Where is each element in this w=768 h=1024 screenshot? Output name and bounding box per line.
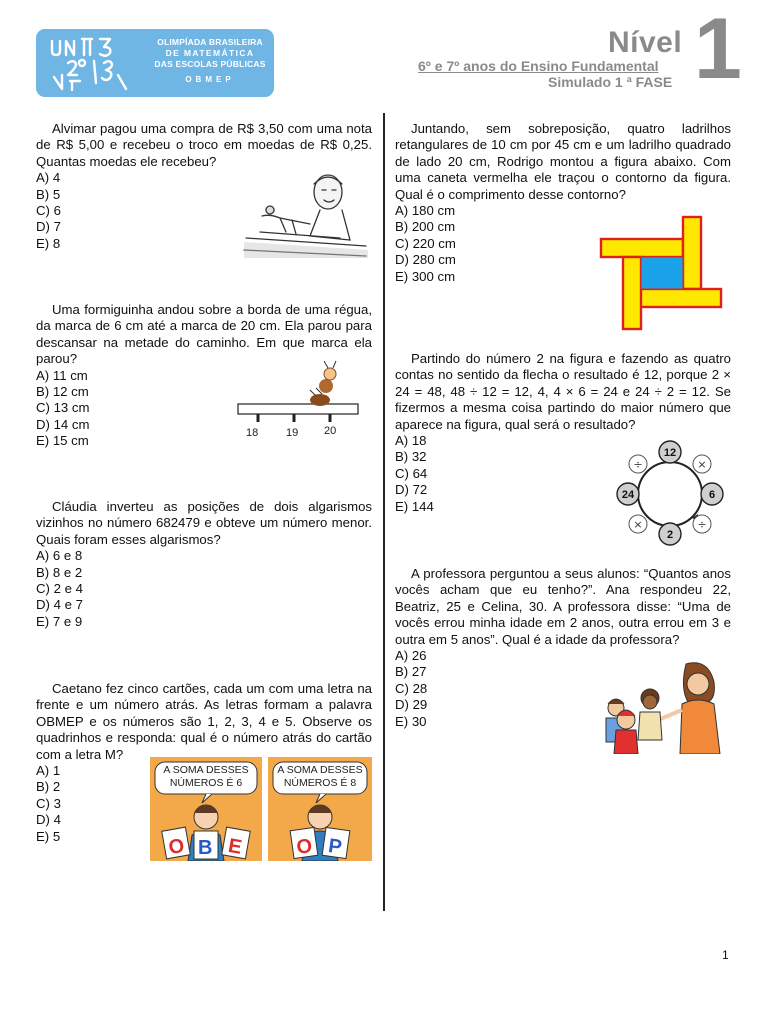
operations-cycle-diagram: [612, 440, 728, 548]
option-b[interactable]: B) 27: [395, 664, 427, 680]
tile-left: [623, 257, 641, 329]
ant-on-ruler-illustration: [236, 360, 362, 454]
logo-line-4: OBMEP: [185, 75, 235, 84]
center-square: [641, 257, 683, 289]
operator-divide-icon: ÷: [697, 518, 707, 531]
obmep-logo-mark-icon: [46, 33, 146, 93]
cashier-illustration: [240, 166, 372, 258]
option-d[interactable]: D) 4 e 7: [36, 597, 83, 613]
svg-text:E: E: [226, 834, 244, 859]
comic-speech-2: A SOMA DESSES NÚMEROS É 8: [277, 764, 363, 789]
option-d[interactable]: D) 4: [36, 812, 61, 828]
card-o: [162, 827, 190, 859]
obmep-logo: [36, 29, 274, 97]
question-3-options: [36, 548, 372, 630]
option-d[interactable]: D) 14 cm: [36, 416, 90, 432]
option-e[interactable]: E) 15 cm: [36, 433, 89, 449]
card-p: [322, 827, 350, 858]
option-b[interactable]: B) 2: [36, 779, 61, 795]
cycle-number-12: 12: [663, 447, 677, 459]
option-d[interactable]: D) 280 cm: [395, 252, 456, 268]
question-6-text: Partindo do número 2 na figura e fazendo as quatro contas no sentido da flecha o resultado é 12, porque 2 × 24 = 48, 48 ÷ 12 = 12, 4, 4 × 6 = 24 e 24 ÷ 2 = 12. Se fizermos a mesma coisa partindo do maior número que aparece na figura, qual será o resultado?: [395, 351, 731, 432]
option-a[interactable]: A) 180 cm: [395, 203, 456, 219]
grades-label: 6º e 7º anos do Ensino Fundamental: [418, 58, 659, 74]
option-b[interactable]: B) 5: [36, 186, 61, 202]
teacher-and-students-illustration: [596, 658, 730, 754]
option-b[interactable]: B) 32: [395, 449, 427, 465]
card-b: [194, 831, 218, 859]
option-b[interactable]: B) 200 cm: [395, 219, 456, 235]
ruler-label-20: 20: [324, 425, 337, 437]
comic-speech-1: A SOMA DESSES NÚMEROS É 6: [163, 764, 249, 789]
svg-text:B: B: [198, 837, 213, 859]
tile-right: [683, 217, 701, 289]
option-e[interactable]: E) 300 cm: [395, 268, 456, 284]
level-word: Nível: [608, 26, 683, 59]
question-5-text: Juntando, sem sobreposição, quatro ladrilhos retangulares de 10 cm por 45 cm e um ladrilho quadrado de lado 20 cm, Rodrigo montou a figura abaixo. Com uma caneta vermelha ele traçou o contorno da figura. Qual é o comprimento desse contorno?: [395, 121, 731, 202]
svg-text:P: P: [326, 835, 344, 859]
option-e[interactable]: E) 144: [395, 498, 434, 514]
cycle-number-2: 2: [666, 529, 674, 541]
option-a[interactable]: A) 1: [36, 763, 61, 779]
option-a[interactable]: A) 18: [395, 433, 427, 449]
ruler-label-18: 18: [246, 427, 259, 439]
option-c[interactable]: C) 28: [395, 680, 428, 696]
option-e[interactable]: E) 30: [395, 713, 427, 729]
option-d[interactable]: D) 72: [395, 482, 428, 498]
question-3-text: Cláudia inverteu as posições de dois algarismos vizinhos no número 682479 e obteve um número menor. Quais foram esses algarismos?: [36, 499, 372, 547]
option-b[interactable]: B) 8 e 2: [36, 564, 83, 580]
option-c[interactable]: C) 220 cm: [395, 235, 456, 251]
ant-icon: [310, 361, 336, 406]
simulation-label: Simulado 1 ª FASE: [548, 74, 673, 90]
tile-pinwheel-figure: [597, 213, 725, 331]
option-c[interactable]: C) 2 e 4: [36, 581, 83, 597]
option-c[interactable]: C) 64: [395, 465, 428, 481]
logo-line-1: OLIMPÍADA BRASILEIRA: [157, 37, 263, 47]
comic-panel-2: [268, 757, 372, 861]
ruler-label-19: 19: [286, 427, 299, 439]
option-b[interactable]: B) 12 cm: [36, 384, 89, 400]
column-divider: [383, 113, 385, 911]
logo-line-2: DE MATEMÁTICA: [165, 48, 255, 58]
comic-panel-1: [150, 757, 262, 861]
cycle-number-6: 6: [708, 489, 716, 501]
question-1-text: Alvimar pagou uma compra de R$ 3,50 com uma nota de R$ 5,00 e recebeu o troco em moedas de R$ 0,25. Quantas moedas ele recebeu?: [36, 121, 372, 169]
operator-multiply-icon: ×: [697, 458, 707, 471]
logo-text: [152, 37, 268, 85]
card-e: [222, 827, 250, 859]
option-a[interactable]: A) 4: [36, 170, 61, 186]
option-e[interactable]: E) 7 e 9: [36, 613, 83, 629]
option-c[interactable]: C) 13 cm: [36, 400, 90, 416]
question-7-text: A professora perguntou a seus alunos: “Quantos anos vocês acham que eu tenho?”. Ana respondeu 22, Beatriz, 25 e Celina, 30. A professora disse: “Uma de vocês errou minha idade em 2 anos, outra errou em 3 e outra em 5 anos”. Qual é a idade da professora?: [395, 566, 731, 647]
svg-text:O: O: [295, 835, 314, 859]
question-2-text: Uma formiguinha andou sobre a borda de uma régua, da marca de 6 cm até a marca de 20 cm. Ela parou para descansar na metade do caminho. Em que marca ela parou?: [36, 302, 372, 367]
option-a[interactable]: A) 26: [395, 648, 427, 664]
option-c[interactable]: C) 6: [36, 203, 61, 219]
question-4-text: Caetano fez cinco cartões, cada um com uma letra na frente e um número atrás. As letras formam a palavra OBMEP e os números são 1, 2, 3, 4 e 5. Observe os quadrinhos e responda: qual é o número atrás do cartão com a letra M?: [36, 681, 372, 762]
tile-top: [601, 239, 683, 257]
level-number: 1: [694, 1, 742, 97]
question-3: [36, 499, 372, 630]
page-number: 1: [722, 948, 729, 962]
operator-multiply-icon: ×: [633, 518, 643, 531]
option-d[interactable]: D) 7: [36, 219, 61, 235]
option-e[interactable]: E) 5: [36, 828, 61, 844]
option-d[interactable]: D) 29: [395, 697, 428, 713]
svg-text:O: O: [166, 834, 187, 860]
option-e[interactable]: E) 8: [36, 235, 61, 251]
question-4-options: [36, 763, 146, 845]
operator-divide-icon: ÷: [633, 458, 643, 471]
tile-bottom: [639, 289, 721, 307]
option-a[interactable]: A) 6 e 8: [36, 548, 83, 564]
option-a[interactable]: A) 11 cm: [36, 367, 88, 383]
option-c[interactable]: C) 3: [36, 795, 61, 811]
logo-line-3: DAS ESCOLAS PÚBLICAS: [154, 59, 266, 69]
card-o: [290, 827, 318, 859]
cycle-number-24: 24: [621, 489, 635, 501]
